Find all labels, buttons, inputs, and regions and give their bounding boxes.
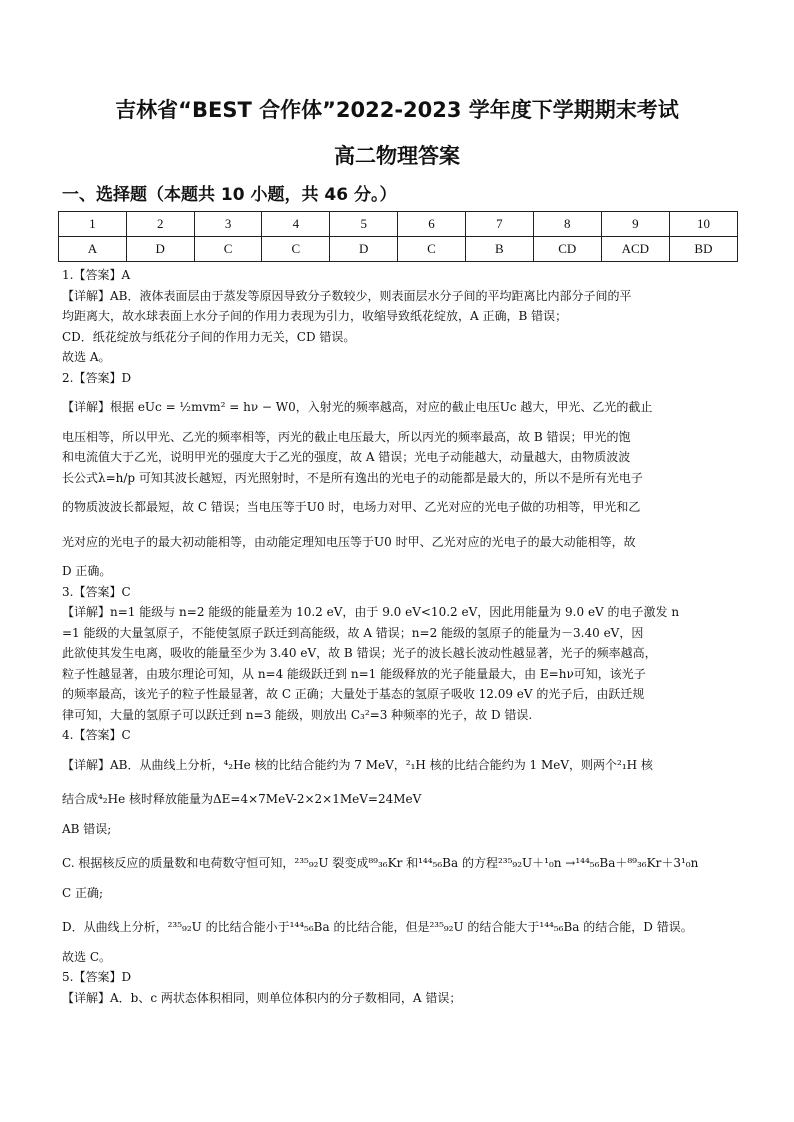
q3-line: 此欲使其发生电离，吸收的能量至少为 3.40 eV，故 B 错误；光子的波长越长波动性越显著，光子的频率越高， <box>62 646 657 660</box>
section-heading: 一、选择题（本题共 10 小题，共 46 分。） <box>62 185 397 205</box>
q4-line: 故选 C。 <box>62 949 111 964</box>
answer-cell: D <box>126 237 194 262</box>
question-number-cell: 9 <box>601 212 669 237</box>
q1-line: 均距离大，故水球表面上水分子间的作用力表现为引力，收缩导致纸花绽放，A 正确，B 错误； <box>62 309 568 323</box>
q1-line: CD．纸花绽放与纸花分子间的作用力无关，CD 错误。 <box>62 329 356 344</box>
q4-line: D．从曲线上分析，²³⁵₉₂U 的比结合能小于¹⁴⁴₅₆Ba 的比结合能，但是²³⁵₉₂U 的结合能大于¹⁴⁴₅₆Ba 的结合能，D 错误。 <box>62 920 693 934</box>
answer-table-numbers-row <box>59 212 738 237</box>
q2-line: 【详解】根据 eUc = ½mvm² = hν − W0，入射光的频率越高，对应的截止电压Uc 越大，甲光、乙光的截止 <box>62 400 653 414</box>
q2-answer-label: 2.【答案】D <box>62 370 132 385</box>
question-number-cell: 4 <box>262 212 330 237</box>
question-number-cell: 2 <box>126 212 194 237</box>
exam-subtitle: 高二物理答案 <box>334 144 460 168</box>
q4-line: C 正确; <box>62 885 104 900</box>
q1-line: 【详解】AB．液体表面层由于蒸发等原因导致分子数较少，则表面层水分子间的平均距离比内部分子间的平 <box>62 288 632 303</box>
exam-title: 吉林省“BEST 合作体”2022-2023 学年度下学期期末考试 <box>115 98 679 122</box>
answer-cell: BD <box>669 237 737 262</box>
q2-line: 长公式λ=h/p 可知其波长越短，丙光照射时，不是所有逸出的光电子的动能都是最大的，所以不是所有光电子 <box>62 470 643 485</box>
question-number-cell: 8 <box>533 212 601 237</box>
q3-line: 【详解】n=1 能级与 n=2 能级的能量差为 10.2 eV，由于 9.0 eV<10.2 eV，因此用能量为 9.0 eV 的电子激发 n <box>62 605 680 619</box>
answer-cell: C <box>398 237 466 262</box>
answer-cell: ACD <box>601 237 669 262</box>
question-number-cell: 10 <box>669 212 737 237</box>
q1-line: 故选 A。 <box>62 350 111 364</box>
q4-line: AB 错误; <box>62 821 112 836</box>
q5-answer-label: 5.【答案】D <box>62 970 132 984</box>
q3-line: =1 能级的大量氢原子，不能使氢原子跃迁到高能级，故 A 错误；n=2 能级的氢原子的能量为－3.40 eV，因 <box>62 625 644 640</box>
answer-cell: CD <box>533 237 601 262</box>
q2-line: 和电流值大于乙光，说明甲光的强度大于乙光的强度，故 A 错误；光电子动能越大，动量越大，由物质波波 <box>62 450 631 464</box>
q1-answer-label: 1.【答案】A <box>62 268 131 282</box>
q5-line: 【详解】A．b、c 两状态体积相同，则单位体积内的分子数相同，A 错误； <box>62 990 462 1005</box>
q3-answer-label: 3.【答案】C <box>62 584 131 599</box>
question-number-cell: 7 <box>465 212 533 237</box>
q3-line: 律可知，大量的氢原子可以跃迁到 n=3 能级，则放出 C₃²=3 种频率的光子，故 D 错误. <box>62 707 533 722</box>
answer-cell: D <box>330 237 398 262</box>
q2-line: 电压相等，所以甲光、乙光的频率相等，丙光的截止电压最大，所以丙光的频率最高，故 B 错误；甲光的饱 <box>62 429 631 444</box>
answer-cell: B <box>465 237 533 262</box>
q3-line: 粒子性越显著，由玻尔理论可知，从 n=4 能级跃迁到 n=1 能级释放的光子能量最大，由 E=hν可知，该光子 <box>62 666 646 681</box>
answer-cell: C <box>194 237 262 262</box>
q4-line: 【详解】AB．从曲线上分析，⁴₂He 核的比结合能约为 7 MeV，²₁H 核的比结合能约为 1 MeV，则两个²₁H 核 <box>62 757 653 772</box>
answer-cell: A <box>59 237 127 262</box>
solutions <box>62 265 738 1008</box>
question-number-cell: 1 <box>59 212 127 237</box>
q3-line: 的频率最高，该光子的粒子性最显著，故 C 正确；大量处于基态的氢原子吸收 12.09 eV 的光子后，由跃迁规 <box>62 687 645 701</box>
answer-table-answers-row <box>59 237 738 262</box>
q2-line: 光对应的光电子的最大初动能相等，由动能定理知电压等于U0 时甲、乙光对应的光电子的最大动能相等，故 <box>62 534 636 549</box>
q4-answer-label: 4.【答案】C <box>62 728 131 742</box>
q2-line: 的物质波波长都最短，故 C 错误；当电压等于U0 时，电场力对甲、乙光对应的光电子做的功相等，甲光和乙 <box>62 500 641 514</box>
answer-table <box>58 211 738 262</box>
question-number-cell: 5 <box>330 212 398 237</box>
q4-line: C. 根据核反应的质量数和电荷数守恒可知，²³⁵₉₂U 裂变成⁸⁹₃₆Kr 和¹⁴⁴₅₆Ba 的方程²³⁵₉₂U＋¹₀n →¹⁴⁴₅₆Ba＋⁸⁹₃₆Kr＋3¹₀n <box>62 856 699 870</box>
question-number-cell: 6 <box>398 212 466 237</box>
q2-line: D 正确。 <box>62 564 112 578</box>
q4-line: 结合成⁴₂He 核时释放能量为ΔE=4×7MeV-2×2×1MeV=24MeV <box>62 792 422 806</box>
answer-cell: C <box>262 237 330 262</box>
question-number-cell: 3 <box>194 212 262 237</box>
